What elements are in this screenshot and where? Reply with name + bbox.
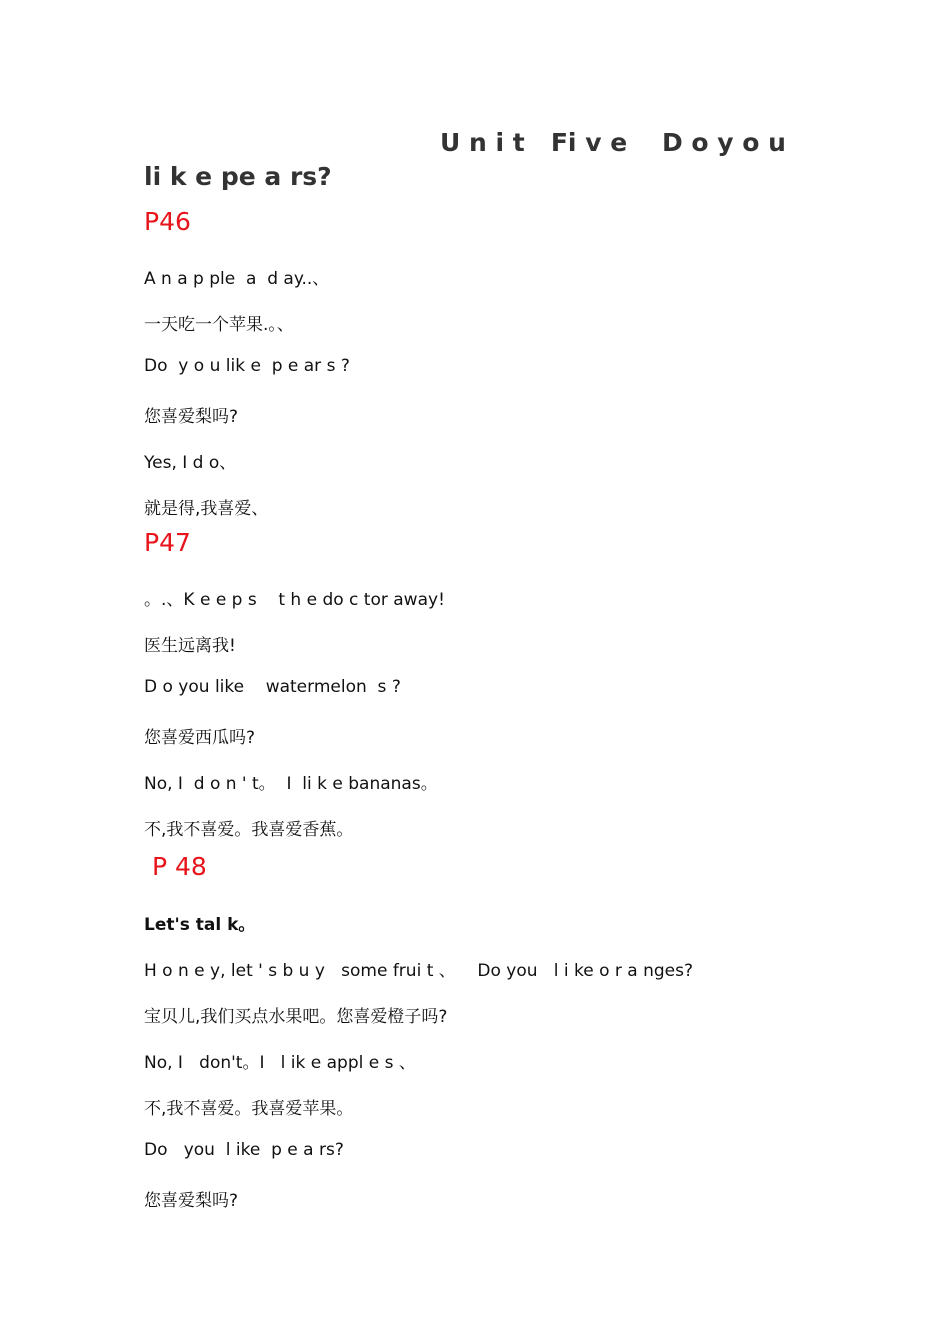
text-line: 医生远离我! (144, 636, 236, 656)
text-line: 就是得,我喜爱、 (144, 499, 269, 519)
text-line: 不,我不喜爱。我喜爱香蕉。 (144, 820, 354, 840)
page-heading-p47: P47 (144, 528, 191, 557)
document-title-line-1: U n i t Fi v e D o y o u (440, 128, 786, 157)
text-line: A n a p ple a d ay..、 (144, 269, 330, 289)
text-line: 一天吃一个苹果.。、 (144, 315, 294, 335)
text-line: 。.、K e e p s t h e do c tor away! (144, 590, 445, 610)
text-line: D o you like watermelon s ? (144, 677, 401, 697)
document-title-line-2: li k e pe a rs? (144, 162, 332, 191)
page-heading-p48: P 48 (144, 852, 207, 881)
text-line: No, I d o n ' t。 I li k e bananas。 (144, 774, 438, 794)
text-line: No, I don't。I l ik e appl e s 、 (144, 1053, 416, 1073)
section-subheading: Let's tal k。 (144, 915, 256, 935)
text-line: 您喜爱梨吗? (144, 1191, 239, 1211)
text-line: 不,我不喜爱。我喜爱苹果。 (144, 1099, 354, 1119)
text-line: Do you l ike p e a rs? (144, 1140, 344, 1160)
text-line: Do y o u lik e p e ar s ? (144, 356, 350, 376)
text-line: H o n e y, let ' s b u y some frui t 、 Do you l i ke o r a nges? (144, 961, 693, 981)
text-line: 您喜爱梨吗? (144, 407, 239, 427)
text-line: 您喜爱西瓜吗? (144, 728, 256, 748)
text-line: 宝贝儿,我们买点水果吧。您喜爱橙子吗? (144, 1007, 448, 1027)
page-heading-p46: P46 (144, 207, 191, 236)
text-line: Yes, I d o、 (144, 453, 237, 473)
